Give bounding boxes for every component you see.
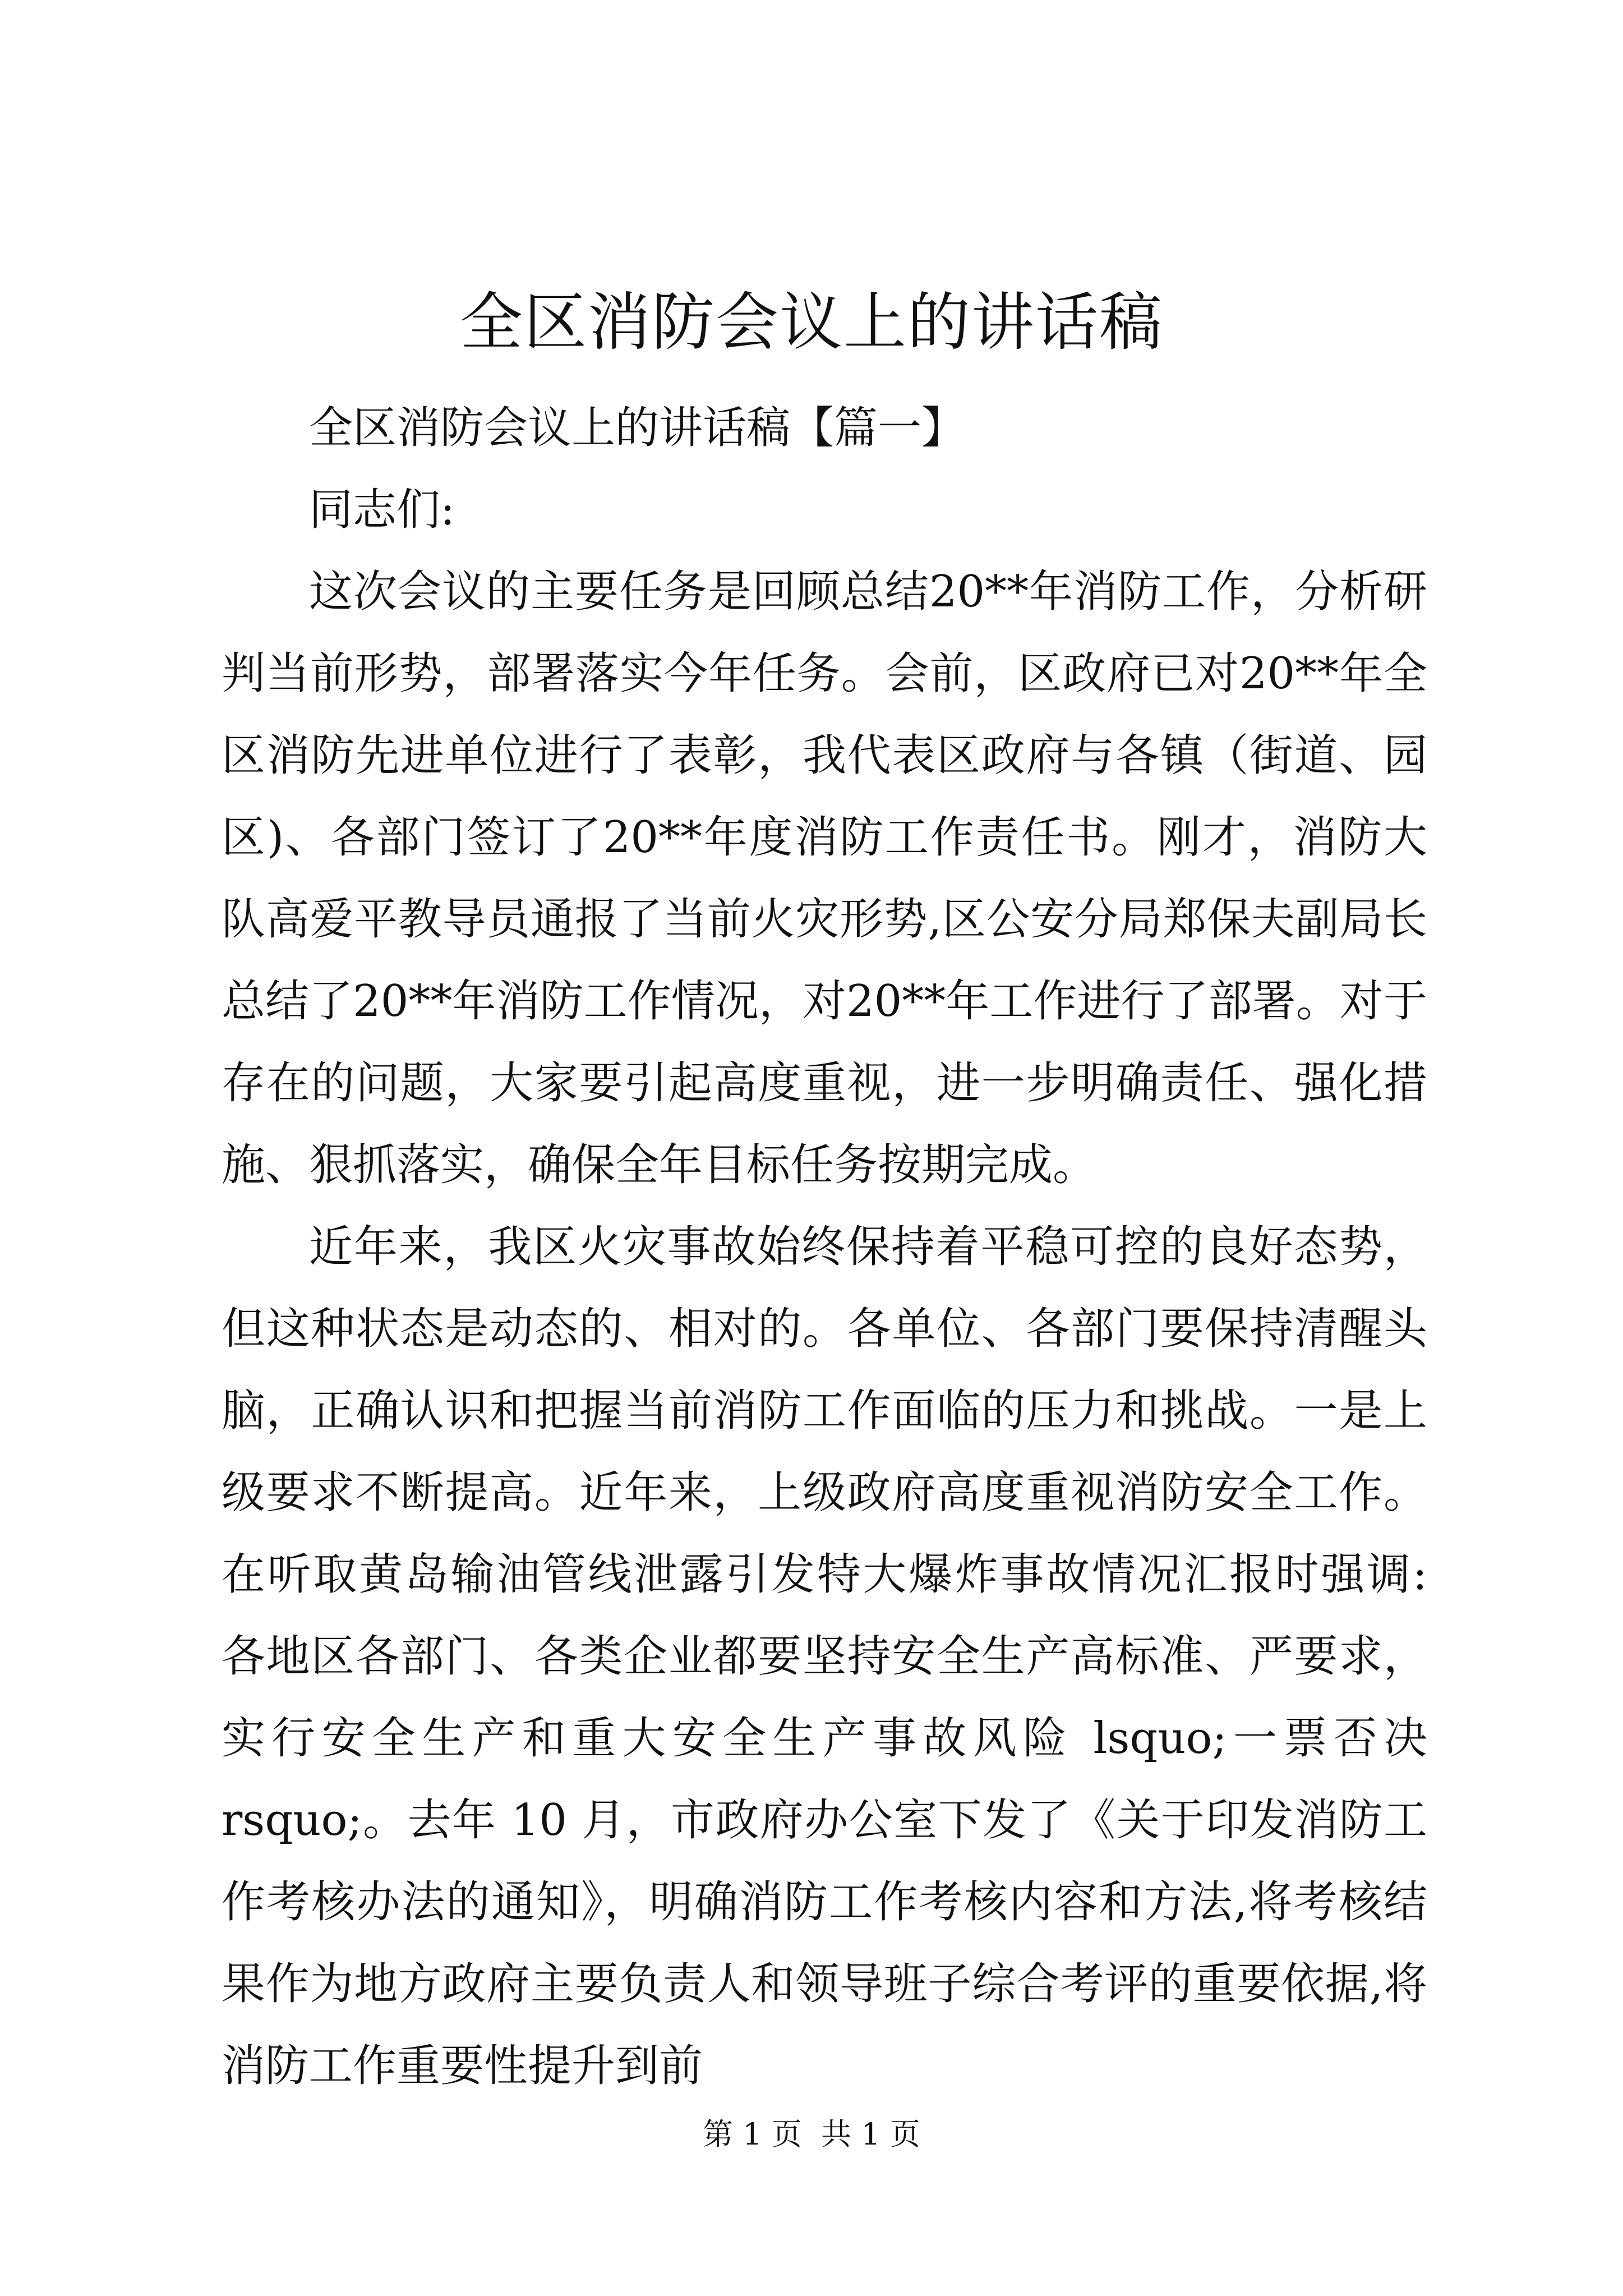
- salutation: 同志们:: [309, 485, 455, 535]
- page-footer: [0, 2115, 1623, 2154]
- section-heading: 全区消防会议上的讲话稿【篇一】: [309, 403, 966, 453]
- body-paragraph-2: 近年来，我区火灾事故始终保持着平稳可控的良好态势，但这种状态是动态的、相对的。各单位、各部门要保持清醒头脑，正确认识和把握当前消防工作面临的压力和挑战。一是上级要求不断提高。近年来，上级政府高度重视消防安全工作。在听取黄岛输油管线泄露引发特大爆炸事故情况汇报时强调: 各地区各部门、各类企业都要坚持安全生产高标准、严要求，实行安全生产和重大安全生产事故风险 lsquo;一票否决 rsquo;。去年 10 月，市政府办公室下发了《关于印发消防工作考核办法的通知》，明确消防工作考核内容和方法,将考核结果作为地方政府主要负责人和领导班子综合考评的重要依据,将消防工作重要性提升到前: [222, 1222, 1427, 2091]
- document-title: 全区消防会议上的讲话稿: [460, 286, 1163, 359]
- page-number-label: 第 1 页 共 1 页: [703, 2116, 920, 2152]
- body-paragraph-1: 这次会议的主要任务是回顾总结20**年消防工作，分析研判当前形势，部署落实今年任务。会前，区政府已对20**年全区消防先进单位进行了表彰，我代表区政府与各镇（街道、园区)、各部门签订了20**年度消防工作责任书。刚才，消防大队高爱平教导员通报了当前火灾形势,区公安分局郑保夫副局长总结了20**年消防工作情况，对20**年工作进行了部署。对于存在的问题，大家要引起高度重视，进一步明确责任、强化措施、狠抓落实，确保全年目标任务按期完成。: [222, 567, 1427, 1190]
- document-body: [222, 387, 1427, 2107]
